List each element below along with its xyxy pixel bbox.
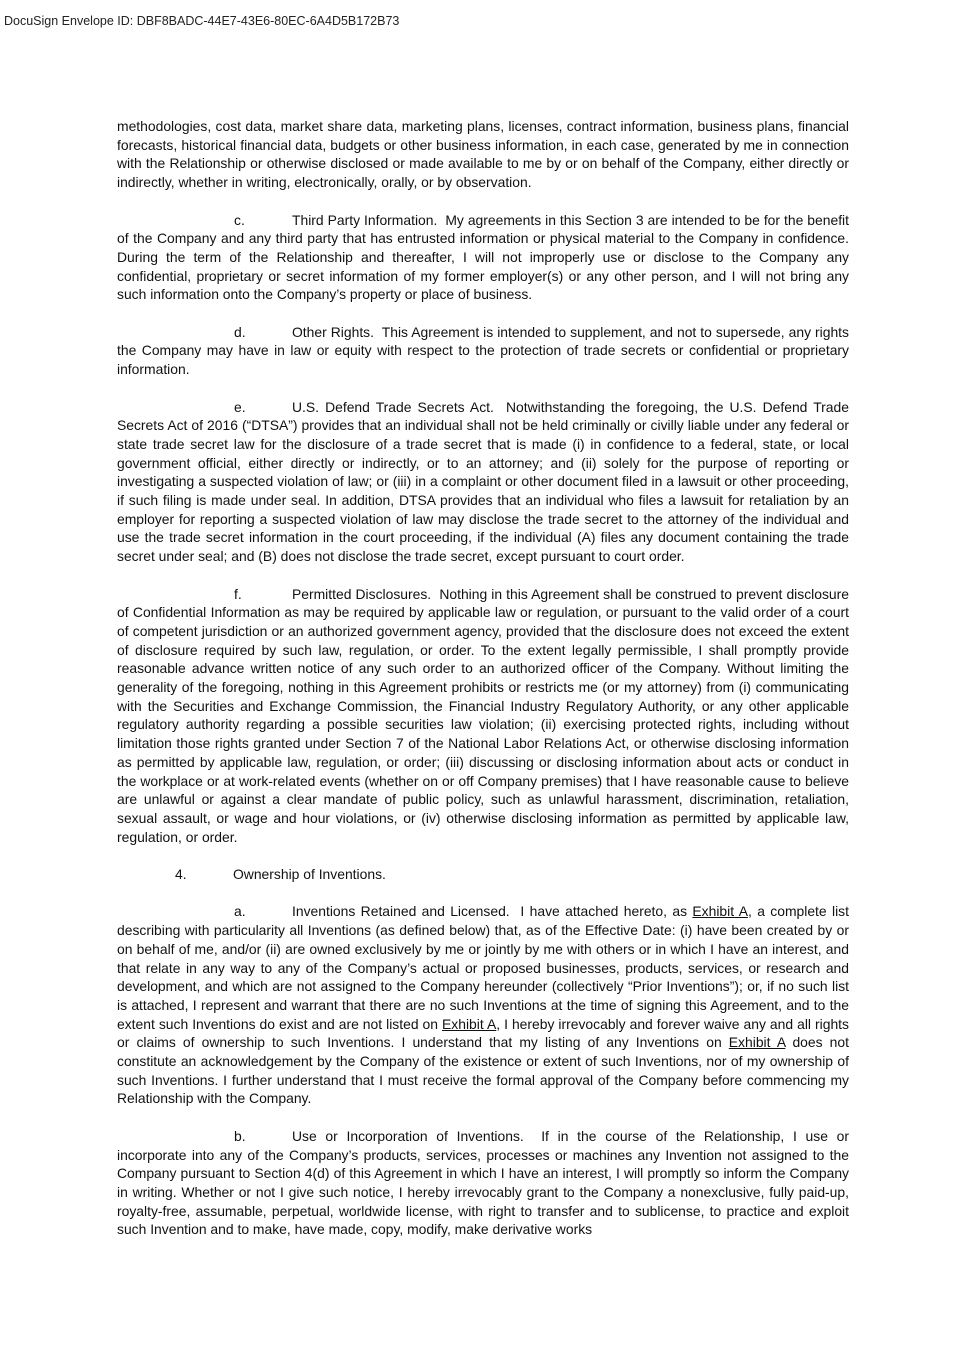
- section-3f-permitted-disclosures: [117, 585, 849, 847]
- section-3d-marker: d.: [234, 323, 246, 340]
- section-3d-title: Other Rights.: [292, 323, 374, 340]
- section-4b-marker: b.: [234, 1127, 246, 1144]
- section-3d-text: This Agreement is intended to supplement, and not to supersede, any rights the Company may have in law or equity with respect to the protection of trade secrets or confidential or proprietary information.: [117, 323, 849, 378]
- envelope-id: DocuSign Envelope ID: DBF8BADC-44E7-43E6-80EC-6A4D5B172B73: [4, 14, 400, 28]
- section-3f-text: Nothing in this Agreement shall be construed to prevent disclosure of Confidential Information as may be required by applicable law or regulation, or pursuant to the valid order of a court of competent jurisdiction or an authorized government agency, provided that the disclosure does not exceed the extent of disclosure required by such law, regulation, or order. To the extent legally permissible, I shall promptly provide reasonable advance written notice of any such order to an authorized officer of the Company. Without limiting the generality of the foregoing, nothing in this Agreement prohibits or restricts me (or my attorney) from (i) communicating with the Securities and Exchange Commission, the Financial Industry Regulatory Authority, or any other applicable regulatory authority regarding a possible securities law violation; (ii) exercising protected rights, including without limitation those rights granted under Section 7 of the National Labor Relations Act, or otherwise disclosing information as permitted by applicable law, regulation, or order; (iii) discussing or disclosing information about acts or conduct in the workplace or at work-related events (whether on or off Company premises) that I have reasonable cause to believe are unlawful or against a clear mandate of public policy, such as unlawful harassment, discrimination, retaliation, sexual assault, or wage and hour violations, or (iv) otherwise disclosing information as permitted by applicable law, regulation, or order.: [117, 585, 849, 845]
- section-4a-title: Inventions Retained and Licensed.: [292, 903, 510, 920]
- section-3e-text: Notwithstanding the foregoing, the U.S. Defend Trade Secrets Act of 2016 (“DTSA”) provides that an individual shall not be held criminally or civilly liable under any federal or state trade secret law for the disclosure of a trade secret that is made (i) in confidence to a federal, state, or local government official, either directly or indirectly, or to an attorney; and (ii) solely for the purpose of reporting or investigating a suspected violation of law; or (iii) in a complaint or other document filed in a lawsuit or other proceeding, if such filing is made under seal. In addition, DTSA provides that an individual who files a lawsuit for retaliation by an employer for reporting a suspected violation of law may disclose the trade secret to the attorney of the individual and use the trade secret information in the court proceeding, if the individual (A) files any document containing the trade secret under seal; and (B) does not disclose the trade secret, except pursuant to court order.: [117, 398, 849, 565]
- section-4b-use-of-inventions: [117, 1127, 849, 1239]
- section-3e-marker: e.: [234, 398, 246, 415]
- section-3c-third-party-information: [117, 211, 849, 305]
- exhibit-a-reference: Exhibit A: [442, 1015, 497, 1032]
- section-4b-text: If in the course of the Relationship, I use or incorporate into any of the Company’s products, services, processes or machines any Invention not assigned to the Company pursuant to Section 4(d) of this Agreement in which I have an interest, I will promptly so inform the Company in writing. Whether or not I give such notice, I hereby irrevocably grant to the Company a nonexclusive, fully paid-up, royalty-free, assumable, perpetual, worldwide license, with right to transfer and to sublicense, to practice and exploit such Invention and to make, have made, copy, modify, make derivative works: [117, 1127, 849, 1238]
- intro-paragraph: methodologies, cost data, market share data, marketing plans, licenses, contract information, business plans, financial forecasts, historical financial data, budgets or other business information, in each case, generated by me in connection with the Relationship or otherwise disclosed or made available to me by or on behalf of the Company, either directly or indirectly, whether in writing, electronically, orally, or by observation.: [117, 118, 849, 191]
- section-3c-marker: c.: [234, 211, 245, 228]
- section-3f-title: Permitted Disclosures.: [292, 585, 432, 602]
- section-4-heading: [117, 865, 849, 884]
- document-body: [117, 117, 849, 1239]
- section-4b-title: Use or Incorporation of Inventions.: [292, 1127, 524, 1144]
- section-4a-text-2: , a complete list describing with particularity all Inventions (as defined below) that, as of the Effective Date: (i) have been created by or on behalf of me, and/or (ii) are owned exclusively by me or jointly by me with others or in which I have an interest, and that relate in any way to any of the Company’s actual or proposed businesses, products, services, or research and development, and which are not assigned to the Company hereunder (collectively “Prior Inventions”); or, if no such list is attached, I represent and warrant that there are no such Inventions at the time of signing this Agreement, and to the extent such Inventions do exist and are not listed on: [117, 903, 849, 1032]
- section-3d-other-rights: [117, 323, 849, 379]
- section-3c-title: Third Party Information.: [292, 211, 438, 228]
- section-4-number: 4.: [175, 866, 187, 883]
- section-4-title: Ownership of Inventions.: [233, 866, 386, 883]
- section-4a-text-3: , I hereby irrevocably and forever waive any and all rights or claims of ownership to such Inventions. I understand that my listing of any Inventions on: [117, 1015, 849, 1051]
- section-4a-marker: a.: [234, 903, 246, 920]
- exhibit-a-reference: Exhibit A: [728, 1034, 786, 1051]
- section-3c-text: My agreements in this Section 3 are intended to be for the benefit of the Company and any third party that has entrusted information or physical material to the Company in confidence. During the term of the Relationship and thereafter, I will not improperly use or disclose to the Company any confidential, proprietary or secret information of my former employer(s) or any other person, and I will not bring any such information onto the Company’s property or place of business.: [117, 211, 849, 303]
- exhibit-a-reference: Exhibit A: [692, 903, 748, 920]
- section-4a-inventions-retained: [117, 902, 849, 1108]
- section-3e-dtsa: [117, 398, 849, 566]
- section-3f-marker: f.: [234, 585, 242, 602]
- section-4a-text-1: I have attached hereto, as: [520, 903, 693, 920]
- section-3e-title: U.S. Defend Trade Secrets Act.: [292, 398, 494, 415]
- section-4a-text-4: does not constitute an acknowledgement by the Company of the existence or extent of such Inventions, nor of my ownership of such Inventions. I further understand that I must receive the formal approval of the Company before commencing my Relationship with the Company.: [117, 1034, 849, 1107]
